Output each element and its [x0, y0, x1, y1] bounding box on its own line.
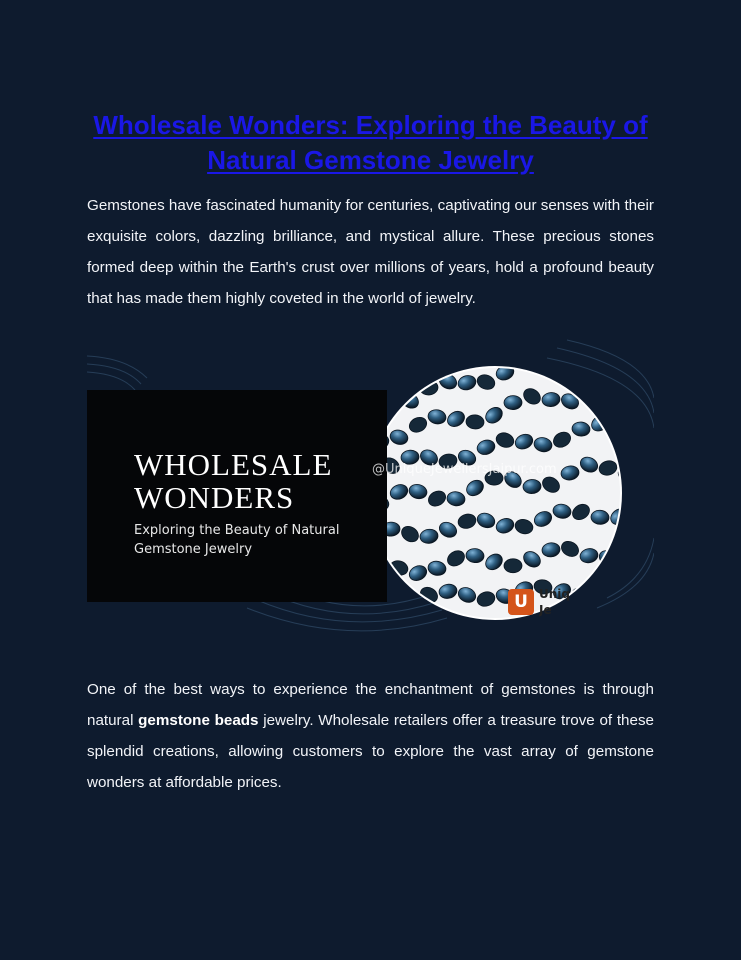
banner-watermark: @UniqueJewellersJaipur.com [372, 462, 557, 477]
banner-title-line2: WONDERS [134, 480, 295, 515]
document-title[interactable] [87, 108, 654, 178]
brand-logo-text [539, 586, 579, 618]
gemstone-beads-keyword: gemstone beads [138, 712, 259, 729]
gem-bead [504, 559, 522, 573]
gem-bead [616, 541, 638, 560]
banner-title [134, 448, 332, 514]
second-paragraph-start: One of the best ways to experience the enchantment of gemstones is through natural [87, 681, 654, 729]
gem-bead [610, 419, 628, 433]
brand-text-line1: Uniq [539, 587, 570, 601]
gem-bead [608, 338, 631, 344]
gem-bead [591, 338, 610, 352]
gem-bead [504, 395, 522, 409]
second-paragraph-end: jewelry. Wholesale retailers offer a treasure trove of these splendid creations, allowing customers to explore the vast array of gemstone wonders at affordable prices. [87, 712, 654, 791]
title-link[interactable]: Wholesale Wonders: Exploring the Beauty of Natural Gemstone Jewelry [93, 110, 648, 175]
gem-bead [579, 384, 600, 402]
brand-text-line2: Je [539, 603, 552, 617]
gem-bead [532, 345, 554, 366]
gem-bead [589, 580, 612, 602]
gem-bead [513, 351, 534, 369]
banner-image [87, 338, 654, 638]
brand-logo-icon: U [508, 589, 534, 615]
gem-bead [570, 345, 593, 367]
banner-title-line1: WHOLESALE [134, 447, 333, 482]
banner-subtitle: Exploring the Beauty of Natural Gemstone Jewelry [134, 523, 340, 557]
second-paragraph [87, 674, 654, 798]
gem-bead [610, 577, 628, 591]
gem-photo [361, 338, 638, 626]
intro-paragraph: Gemstones have fascinated humanity for centuries, captivating our senses with their exquisite colors, dazzling brilliance, and mystical allure. These precious stones formed deep within the Earth's crust over millions of years, hold a profound beauty that has made them highly coveted in the world of jewelry. [87, 197, 654, 307]
